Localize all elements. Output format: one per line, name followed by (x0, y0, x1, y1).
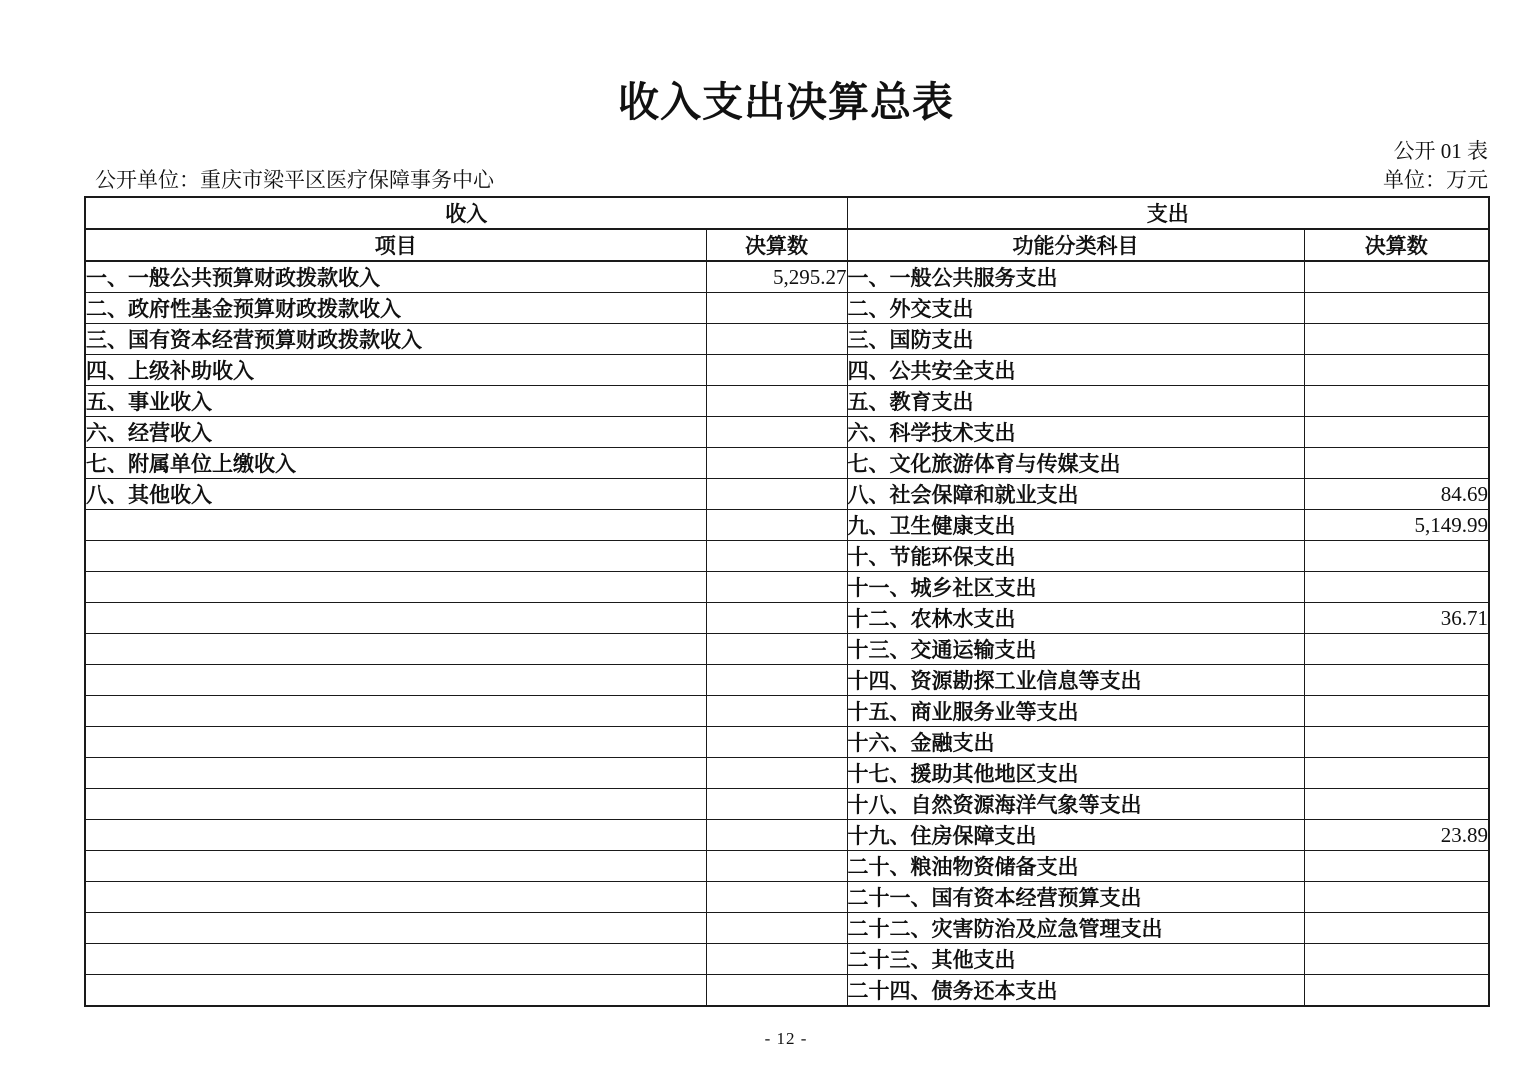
expense-value-cell (1304, 293, 1489, 324)
income-item-cell (85, 975, 706, 1007)
meta-row (95, 169, 1488, 191)
income-value-cell (706, 665, 847, 696)
expense-value-cell: 5,149.99 (1304, 510, 1489, 541)
income-item-cell (85, 758, 706, 789)
income-value-cell (706, 479, 847, 510)
expense-item-column-header: 功能分类科目 (847, 229, 1304, 261)
expense-item-cell: 二、外交支出 (847, 293, 1304, 324)
table-row (85, 851, 1489, 882)
income-value-cell (706, 572, 847, 603)
income-value-cell (706, 293, 847, 324)
table-row (85, 820, 1489, 851)
expense-item-cell: 二十三、其他支出 (847, 944, 1304, 975)
expense-value-cell (1304, 758, 1489, 789)
income-item-cell (85, 603, 706, 634)
expense-item-cell: 十四、资源勘探工业信息等支出 (847, 665, 1304, 696)
income-item-cell: 五、事业收入 (85, 386, 706, 417)
income-item-cell (85, 696, 706, 727)
income-item-cell (85, 727, 706, 758)
income-item-cell (85, 820, 706, 851)
income-item-cell: 三、国有资本经营预算财政拨款收入 (85, 324, 706, 355)
income-item-cell (85, 851, 706, 882)
expense-item-cell: 八、社会保障和就业支出 (847, 479, 1304, 510)
expense-item-cell: 九、卫生健康支出 (847, 510, 1304, 541)
income-value-cell (706, 541, 847, 572)
table-row (85, 479, 1489, 510)
income-item-cell (85, 882, 706, 913)
expense-item-cell: 五、教育支出 (847, 386, 1304, 417)
table-row (85, 944, 1489, 975)
table-row (85, 386, 1489, 417)
table-row (85, 789, 1489, 820)
expense-value-cell: 84.69 (1304, 479, 1489, 510)
expense-item-cell: 十九、住房保障支出 (847, 820, 1304, 851)
table-row (85, 603, 1489, 634)
income-value-cell (706, 727, 847, 758)
expense-value-cell (1304, 386, 1489, 417)
expense-value-cell: 23.89 (1304, 820, 1489, 851)
income-value-cell: 5,295.27 (706, 261, 847, 293)
expense-item-cell: 一、一般公共服务支出 (847, 261, 1304, 293)
expense-value-cell (1304, 851, 1489, 882)
expense-value-cell (1304, 727, 1489, 758)
income-item-cell: 四、上级补助收入 (85, 355, 706, 386)
table-row (85, 510, 1489, 541)
expense-item-cell: 十一、城乡社区支出 (847, 572, 1304, 603)
income-value-cell (706, 789, 847, 820)
income-value-cell (706, 386, 847, 417)
expense-item-cell: 六、科学技术支出 (847, 417, 1304, 448)
expense-value-cell: 36.71 (1304, 603, 1489, 634)
table-row (85, 634, 1489, 665)
expense-item-cell: 二十一、国有资本经营预算支出 (847, 882, 1304, 913)
table-code-label: 公开 01 表 (1393, 139, 1488, 163)
income-value-cell (706, 448, 847, 479)
income-value-cell (706, 758, 847, 789)
expense-value-cell (1304, 944, 1489, 975)
expense-value-cell (1304, 448, 1489, 479)
budget-summary-table (84, 196, 1490, 1007)
income-item-cell: 八、其他收入 (85, 479, 706, 510)
table-row (85, 696, 1489, 727)
expense-item-cell: 七、文化旅游体育与传媒支出 (847, 448, 1304, 479)
table-row (85, 758, 1489, 789)
expense-item-cell: 十、节能环保支出 (847, 541, 1304, 572)
income-item-cell (85, 572, 706, 603)
expense-item-cell: 十五、商业服务业等支出 (847, 696, 1304, 727)
table-row (85, 293, 1489, 324)
expense-item-cell: 四、公共安全支出 (847, 355, 1304, 386)
table-row (85, 665, 1489, 696)
table-row (85, 261, 1489, 293)
table-row (85, 913, 1489, 944)
income-item-cell (85, 541, 706, 572)
income-value-cell (706, 355, 847, 386)
income-item-cell: 二、政府性基金预算财政拨款收入 (85, 293, 706, 324)
expense-item-cell: 十六、金融支出 (847, 727, 1304, 758)
income-value-cell (706, 324, 847, 355)
table-row (85, 541, 1489, 572)
expense-item-cell: 二十、粮油物资储备支出 (847, 851, 1304, 882)
expense-item-cell: 二十二、灾害防治及应急管理支出 (847, 913, 1304, 944)
currency-unit-label: 单位：万元 (1383, 168, 1488, 192)
section-header-row (85, 197, 1489, 229)
income-value-cell (706, 696, 847, 727)
income-value-cell (706, 882, 847, 913)
expense-value-cell (1304, 355, 1489, 386)
column-header-row (85, 229, 1489, 261)
table-row (85, 355, 1489, 386)
table-row (85, 975, 1489, 1007)
expense-value-column-header: 决算数 (1304, 229, 1489, 261)
expense-value-cell (1304, 417, 1489, 448)
table-row (85, 417, 1489, 448)
expense-value-cell (1304, 541, 1489, 572)
expense-value-cell (1304, 572, 1489, 603)
expense-value-cell (1304, 324, 1489, 355)
income-value-cell (706, 820, 847, 851)
income-value-cell (706, 851, 847, 882)
table-row (85, 727, 1489, 758)
expense-value-cell (1304, 634, 1489, 665)
expense-item-cell: 三、国防支出 (847, 324, 1304, 355)
income-item-cell (85, 634, 706, 665)
publishing-unit-label: 公开单位：重庆市梁平区医疗保障事务中心 (95, 168, 494, 192)
income-value-cell (706, 510, 847, 541)
income-value-cell (706, 603, 847, 634)
expense-section-header: 支出 (847, 197, 1489, 229)
income-value-column-header: 决算数 (706, 229, 847, 261)
page-title: 收入支出决算总表 (618, 79, 954, 125)
income-value-cell (706, 944, 847, 975)
expense-value-cell (1304, 913, 1489, 944)
income-item-cell (85, 944, 706, 975)
expense-item-cell: 十七、援助其他地区支出 (847, 758, 1304, 789)
income-item-cell (85, 789, 706, 820)
table-row (85, 572, 1489, 603)
expense-item-cell: 十二、农林水支出 (847, 603, 1304, 634)
table-row (85, 448, 1489, 479)
expense-value-cell (1304, 789, 1489, 820)
expense-item-cell: 十八、自然资源海洋气象等支出 (847, 789, 1304, 820)
expense-value-cell (1304, 261, 1489, 293)
income-item-cell: 六、经营收入 (85, 417, 706, 448)
expense-value-cell (1304, 665, 1489, 696)
income-section-header: 收入 (85, 197, 847, 229)
income-value-cell (706, 975, 847, 1007)
income-item-cell: 一、一般公共预算财政拨款收入 (85, 261, 706, 293)
income-item-cell (85, 913, 706, 944)
income-value-cell (706, 417, 847, 448)
page-number: - 12 - (764, 1029, 808, 1048)
table-body (85, 261, 1489, 1006)
expense-item-cell: 十三、交通运输支出 (847, 634, 1304, 665)
income-item-column-header: 项目 (85, 229, 706, 261)
expense-item-cell: 二十四、债务还本支出 (847, 975, 1304, 1007)
income-value-cell (706, 913, 847, 944)
table-row (85, 882, 1489, 913)
income-item-cell (85, 665, 706, 696)
income-value-cell (706, 634, 847, 665)
expense-value-cell (1304, 975, 1489, 1007)
expense-value-cell (1304, 696, 1489, 727)
income-item-cell: 七、附属单位上缴收入 (85, 448, 706, 479)
table-row (85, 324, 1489, 355)
expense-value-cell (1304, 882, 1489, 913)
income-item-cell (85, 510, 706, 541)
